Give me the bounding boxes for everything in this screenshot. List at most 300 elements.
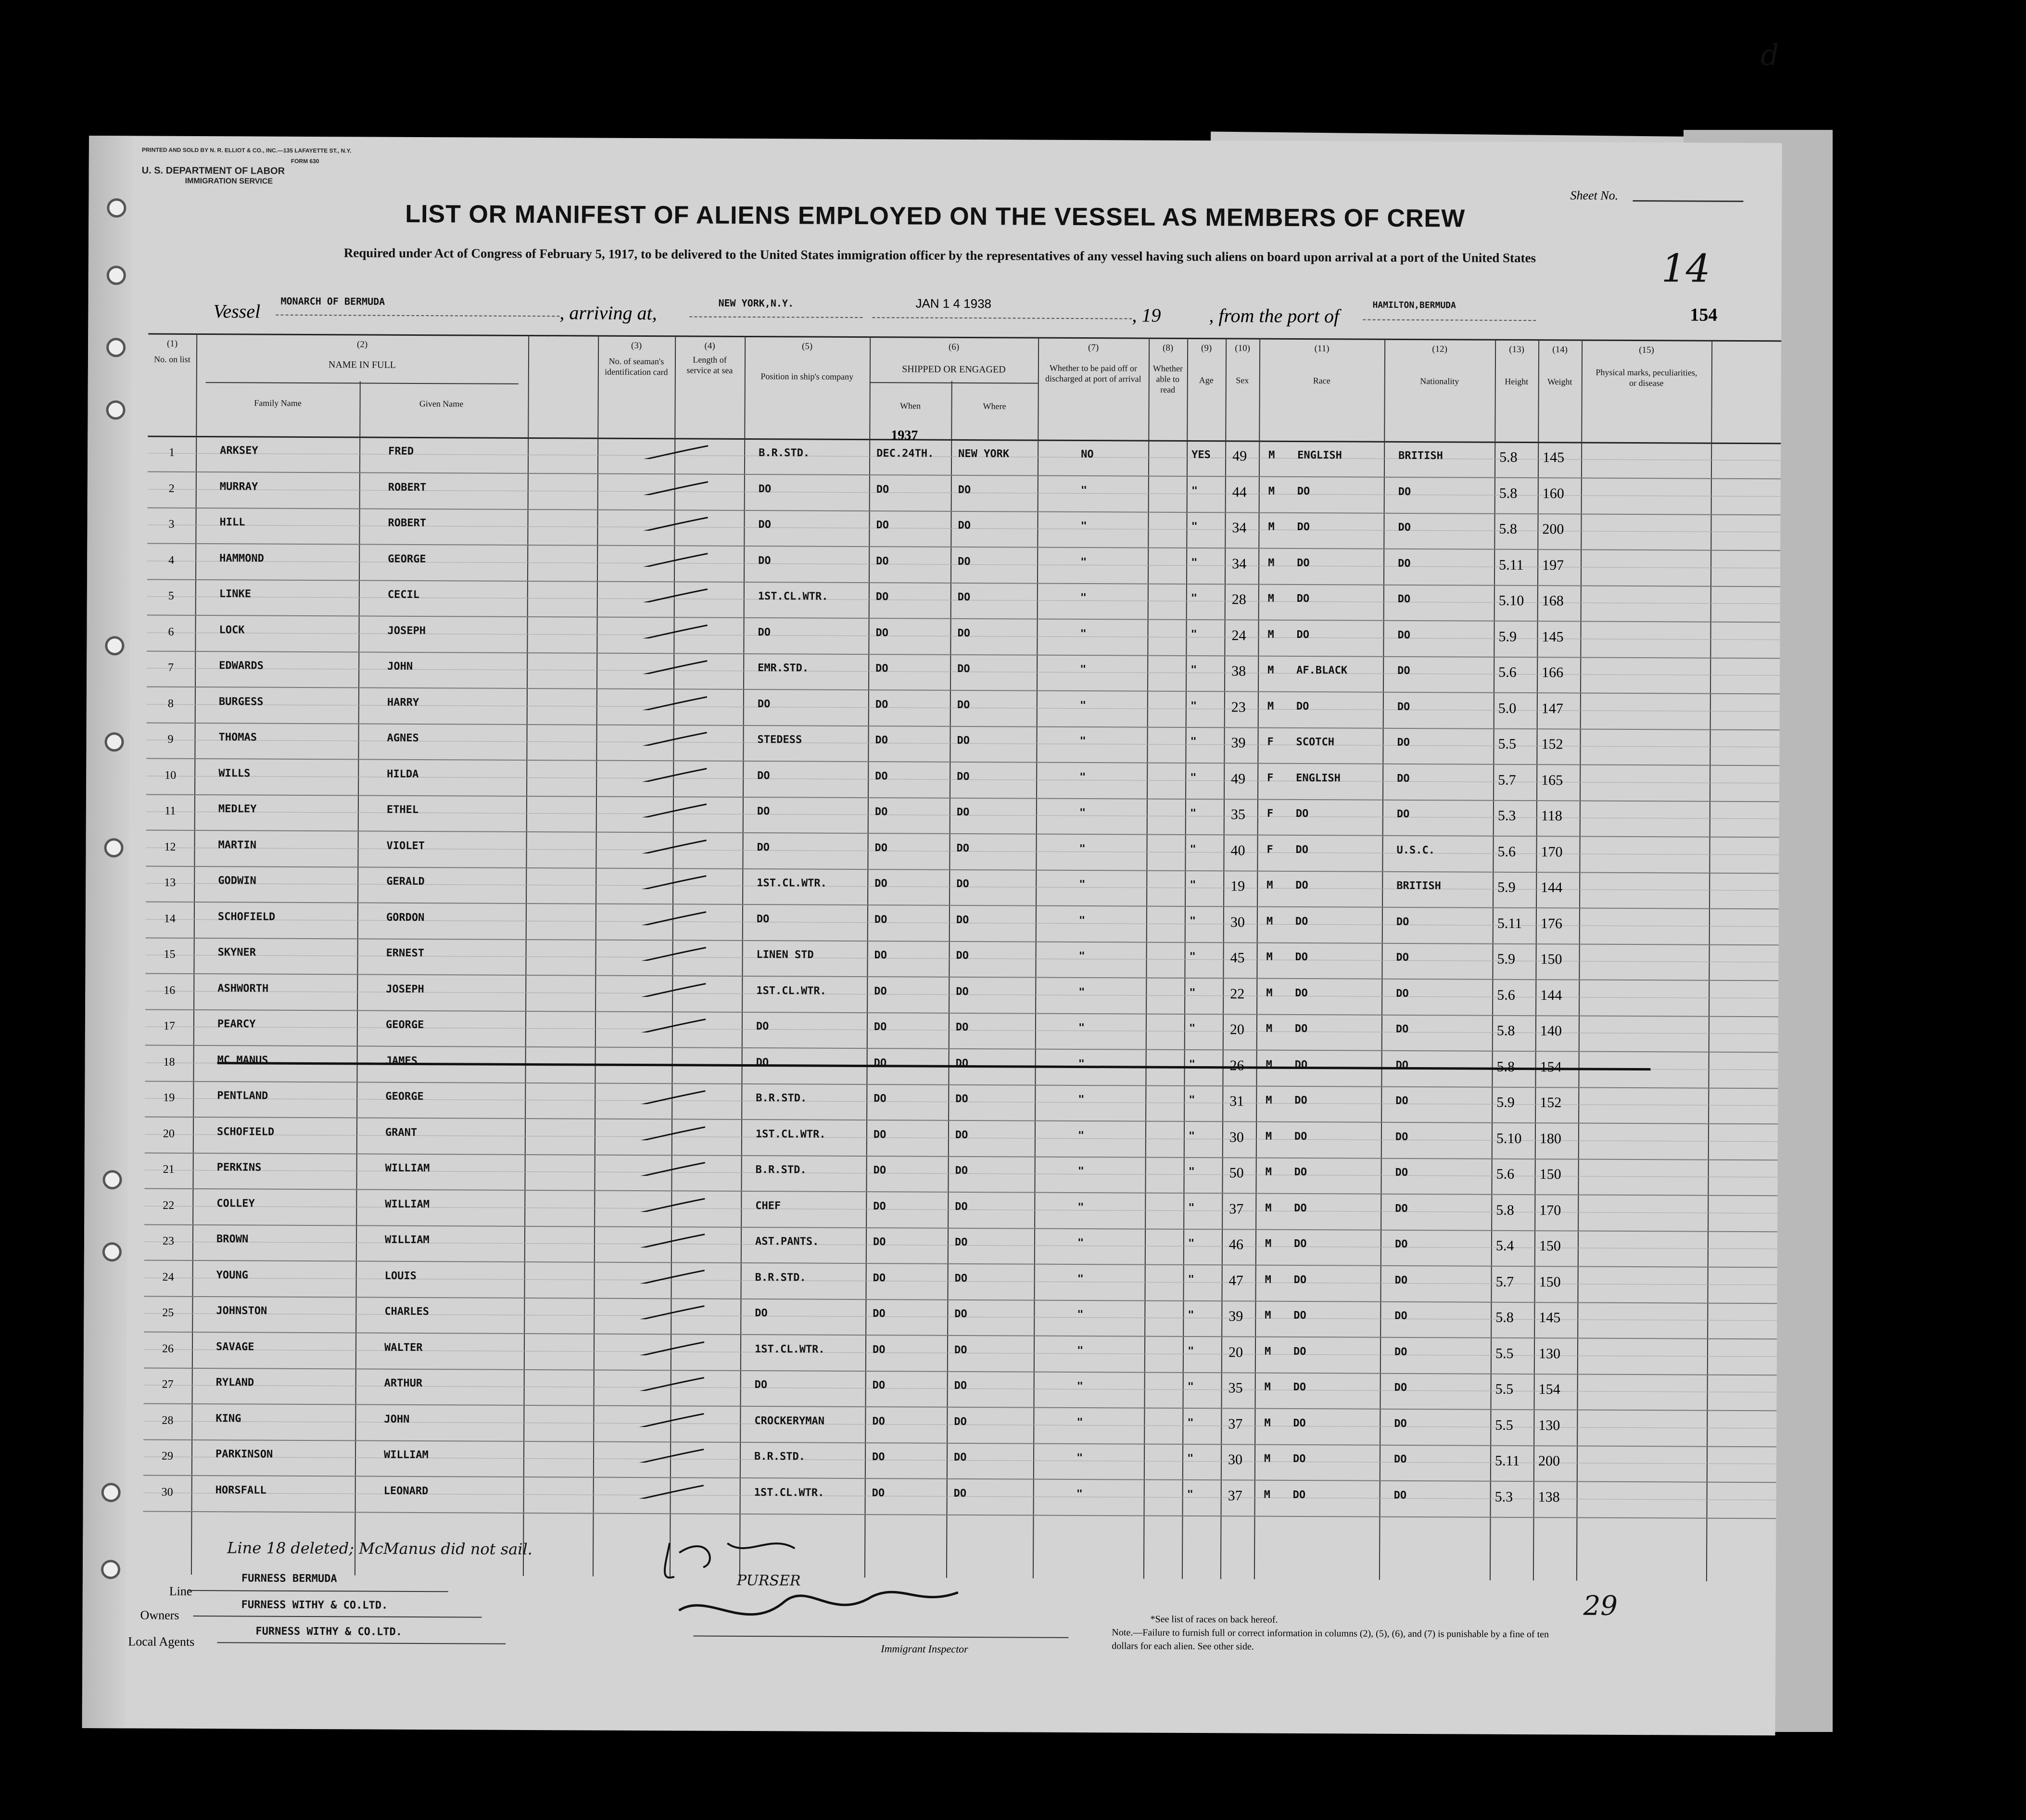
cell-height: 5.5 [1495,1417,1513,1433]
col-num: (11) [1314,344,1330,354]
cell-when: DO [875,591,889,603]
cell-sex: M [1265,1166,1272,1178]
cell-paid: " [1079,735,1086,748]
cell-family: LOCK [219,624,245,636]
cell-weight: 170 [1539,1202,1561,1218]
cell-given: CHARLES [384,1305,430,1318]
cell-no: 25 [162,1306,174,1319]
cell-age: 46 [1228,1236,1244,1253]
cell-family: SCHOFIELD [217,910,276,923]
cell-height: 5.5 [1498,736,1517,752]
form-number: FORM 630 [291,157,319,165]
cell-where: DO [955,1129,968,1141]
list-number: 154 [1690,305,1718,325]
cell-where: DO [956,842,970,854]
cell-when: DO [873,1128,886,1141]
cell-given: JOSEPH [386,983,424,995]
cell-paid: " [1079,806,1086,819]
cell-height: 5.8 [1496,1058,1515,1075]
department: U. S. DEPARTMENT OF LABOR [141,165,285,177]
cell-weight: 144 [1541,879,1563,896]
cell-position: B.R.STD. [754,1451,806,1463]
cell-family: YOUNG [216,1269,248,1281]
cell-paid: " [1076,1416,1083,1428]
cell-read: " [1190,592,1198,605]
cell-weight: 170 [1541,843,1563,860]
cell-read: " [1190,878,1196,891]
cell-where: NEW YORK [958,447,1010,460]
cell-weight: 166 [1542,664,1564,681]
cell-race: DO [1294,1022,1308,1035]
vessel-name: MONARCH OF BERMUDA [280,295,385,307]
check-mark-icon [632,1484,709,1499]
cell-given: CECIL [387,588,420,601]
cell-paid: " [1077,1308,1084,1321]
cell-age: 24 [1231,627,1246,644]
cell-nat: DO [1396,987,1409,1000]
cell-race: ENGLISH [1296,772,1341,784]
cell-given: LEONARD [383,1485,429,1497]
cell-age: 31 [1229,1093,1244,1109]
col-num: (5) [801,341,813,352]
cell-when: DO [873,1164,886,1177]
cell-weight: 200 [1538,1453,1560,1469]
check-mark-icon [633,1161,710,1176]
cell-no: 19 [163,1091,175,1104]
cell-sex: M [1265,1130,1272,1143]
cell-position: 1ST.CL.WTR. [758,590,828,603]
cell-sex: F [1266,843,1273,856]
col-label: Race [1313,376,1330,386]
cell-position: LINEN STD [756,949,814,961]
cell-nat: DO [1397,772,1410,785]
cell-position: 1ST.CL.WTR. [755,1128,826,1141]
shipped-divider [870,382,1038,384]
cell-nat: DO [1395,1095,1408,1107]
cell-no: 16 [164,984,176,997]
cell-given: ETHEL [386,803,419,816]
cell-paid: " [1077,1236,1084,1249]
cell-height: 5.8 [1495,1309,1514,1325]
cell-where: DO [957,591,971,604]
cell-age: 30 [1228,1451,1243,1468]
vessel-label: Vessel [213,300,261,322]
cell-weight: 144 [1540,987,1562,1003]
cell-when: DO [872,1415,885,1427]
cell-read: " [1191,556,1198,569]
cell-race: DO [1297,521,1310,534]
cell-given: HILDA [387,768,419,780]
cell-when: DO [874,841,888,854]
cell-position: AST.PANTS. [755,1235,819,1248]
cell-race: AF.BLACK [1296,664,1348,677]
cell-no: 13 [164,876,176,889]
cell-no: 29 [161,1450,174,1463]
cell-height: 5.3 [1494,1489,1513,1505]
vessel-line [276,315,559,317]
cell-paid: " [1080,663,1087,676]
page-mark: 29 [1583,1590,1618,1622]
binding-hole [106,400,125,420]
cell-position: 1ST.CL.WTR. [756,984,827,997]
cell-no: 4 [168,554,175,567]
owners-value: FURNESS WITHY & CO.LTD. [241,1599,388,1612]
cell-age: 44 [1232,484,1247,500]
cell-race: DO [1296,592,1310,605]
cell-paid: " [1077,1165,1084,1178]
cell-position: 1ST.CL.WTR. [754,1486,824,1499]
cell-height: 5.7 [1495,1273,1514,1290]
binding-hole [101,1483,121,1502]
cell-height: 5.3 [1497,807,1516,824]
cell-when: DO [876,519,889,532]
cell-family: BROWN [216,1233,249,1246]
cell-no: 27 [162,1378,174,1391]
cell-when: DO [872,1343,886,1356]
cell-family: PARKINSON [215,1448,273,1461]
check-mark-icon [634,910,711,925]
cell-no: 30 [161,1486,173,1499]
family-name-label: Family Name [254,398,302,408]
cell-paid: " [1076,1344,1084,1357]
cell-given: WILLIAM [383,1449,429,1462]
cell-when: DO [872,1487,885,1499]
cell-height: 5.8 [1496,1022,1515,1039]
cell-when: DO [874,1021,887,1033]
cell-sex: M [1268,449,1275,461]
deleted-note: Line 18 deleted; McManus did not sail. [227,1539,532,1559]
col-num: (3) [631,340,642,351]
cell-given: HARRY [387,696,419,709]
cell-age: 28 [1231,591,1246,608]
cell-age: 49 [1232,448,1247,464]
cell-when: DO [876,483,889,496]
cell-weight: 152 [1540,1095,1562,1111]
year-label: , 19 [1132,304,1161,326]
cell-height: 5.8 [1499,449,1518,465]
cell-when: DO [873,1272,886,1284]
cell-race: DO [1293,1345,1306,1358]
cell-no: 15 [164,948,176,961]
cell-age: 49 [1231,770,1246,787]
cell-position: DO [756,913,770,925]
cell-given: ROBERT [388,481,427,494]
cell-position: DO [757,841,770,853]
cell-weight: 145 [1542,628,1564,645]
cell-where: DO [957,770,970,783]
cell-nat: DO [1394,1310,1407,1322]
cell-no: 24 [162,1271,174,1284]
col-num: (9) [1201,343,1212,354]
cell-paid: " [1079,771,1086,783]
cell-height: 5.10 [1498,592,1524,609]
cell-given: WILLIAM [385,1198,430,1210]
cell-sex: M [1266,987,1273,999]
cell-read: " [1190,771,1197,784]
cell-family: LINKE [219,588,252,600]
cell-family: HORSFALL [215,1484,266,1497]
cell-height: 5.9 [1497,879,1516,895]
cell-read: " [1187,1345,1194,1357]
cell-nat: BRITISH [1396,879,1441,892]
cell-weight: 130 [1538,1417,1560,1433]
cell-sex: M [1268,521,1275,533]
cell-age: 50 [1229,1165,1244,1181]
cell-when: DO [873,1308,886,1320]
cell-paid: " [1080,520,1087,533]
cell-height: 5.6 [1498,664,1517,680]
binding-hole [104,732,124,751]
cell-nat: DO [1393,1453,1407,1465]
cell-race: DO [1293,1381,1306,1394]
cell-nat: DO [1398,521,1411,534]
cell-where: DO [955,1093,968,1105]
cell-weight: 150 [1539,1273,1561,1290]
cell-age: 37 [1228,1415,1243,1432]
cell-paid: " [1078,1093,1085,1106]
cell-paid: " [1079,699,1087,712]
check-mark-icon [634,875,711,890]
cell-read: " [1190,700,1197,712]
check-mark-icon [632,1376,709,1391]
check-mark-icon [633,1090,710,1105]
cell-when: DO [872,1451,885,1464]
col-label: Weight [1547,377,1572,387]
cell-height: 5.11 [1494,1452,1520,1469]
cell-race: DO [1292,1452,1306,1465]
cell-nat: DO [1395,1131,1408,1143]
cell-read: " [1190,736,1197,748]
cell-given: ARTHUR [384,1377,423,1390]
binding-hole [101,1560,120,1579]
check-mark-icon [633,1233,709,1248]
cell-given: LOUIS [384,1270,417,1282]
cell-when: DO [876,555,889,567]
cell-given: GEORGE [388,553,426,565]
cell-sex: M [1267,628,1274,641]
binding-hole [107,266,126,285]
cell-given: WILLIAM [385,1162,430,1175]
cell-position: 1ST.CL.WTR. [757,877,827,890]
col-num: (2) [356,339,368,350]
cell-given: WILLIAM [384,1234,430,1247]
check-mark-icon [635,588,712,603]
check-mark-icon [632,1340,709,1355]
cell-no: 9 [167,733,174,746]
cell-read: " [1187,1380,1194,1393]
footer-note: Note.—Failure to furnish full or correct information in columns (2), (5), (6), and (7) is punishable by a fine of ten dollars for each alien. See other side. [1112,1627,1549,1652]
col-label: Sex [1236,375,1249,385]
cell-where: DO [954,1272,968,1285]
cell-no: 11 [165,804,176,817]
cell-height: 5.10 [1496,1130,1522,1146]
cell-nat: DO [1395,1202,1408,1215]
check-mark-icon [635,695,712,710]
cell-paid: " [1078,1057,1085,1070]
cell-sex: M [1266,1094,1272,1107]
check-mark-icon [634,946,711,961]
cell-height: 5.4 [1495,1237,1514,1254]
cell-weight: 160 [1542,485,1564,501]
date-line [872,317,1132,319]
cell-no: 21 [163,1163,175,1176]
col-num: (7) [1088,343,1099,353]
cell-race: DO [1297,557,1310,569]
cell-family: MC MANUS [217,1054,268,1067]
cell-where: DO [958,484,971,496]
cell-given: GEORGE [385,1090,424,1103]
cell-where: DO [955,1200,968,1213]
cell-read: " [1191,521,1198,533]
cell-no: 7 [168,661,174,674]
cell-position: B.R.STD. [759,447,810,459]
cell-weight: 145 [1539,1310,1561,1326]
cell-sex: M [1265,1309,1271,1322]
cell-read: " [1188,1201,1195,1214]
check-mark-icon [634,731,711,746]
cell-sex: M [1265,1273,1271,1286]
cell-read: " [1187,1488,1194,1501]
sheet-number-label: Sheet No. [1570,188,1619,203]
cell-height: 5.8 [1499,485,1518,501]
cell-family: RYLAND [215,1376,254,1389]
cell-height: 5.7 [1498,772,1516,788]
owners-label: Owners [140,1608,179,1622]
cell-height: 5.8 [1499,521,1518,537]
line-rule [189,1590,448,1592]
cell-paid: " [1076,1451,1083,1464]
cell-position: STEDESS [757,734,802,746]
check-mark-icon [632,1448,709,1463]
cell-when: DO [874,1056,887,1069]
cell-sex: M [1265,1202,1272,1214]
cell-when: DO [874,1093,886,1105]
cell-paid: " [1077,1201,1084,1213]
col-num: (6) [948,342,960,352]
cell-position: DO [758,626,771,638]
binding-hole [102,1242,122,1261]
cell-family: EDWARDS [219,660,264,672]
cell-age: 22 [1230,985,1245,1002]
cell-weight: 145 [1543,449,1565,466]
manifest-page [82,136,1782,1735]
cell-given: AGNES [387,732,419,745]
cell-sex: M [1267,700,1274,713]
check-mark-icon [636,445,713,459]
cell-race: DO [1294,1130,1307,1143]
cell-no: 3 [168,518,175,531]
cell-position: DO [757,698,771,710]
cell-where: DO [956,949,969,962]
cell-nat: DO [1394,1274,1408,1286]
cell-where: DO [955,1164,968,1177]
cell-nat: DO [1396,916,1409,928]
cell-race: DO [1293,1273,1307,1286]
races-note: *See list of races on back hereof. [1150,1614,1278,1625]
cell-no: 6 [168,625,174,638]
col-label: Physical marks, peculiarities, or disease [1595,367,1697,388]
cell-weight: 147 [1541,700,1563,716]
cell-no: 17 [163,1019,175,1032]
cell-race: DO [1294,1094,1307,1107]
check-mark-icon [633,1269,709,1284]
cell-weight: 130 [1538,1345,1561,1362]
cell-age: 37 [1229,1200,1244,1217]
cell-weight: 176 [1540,915,1562,931]
cell-no: 12 [164,840,176,853]
cell-when: DO [875,698,888,711]
cell-read: " [1188,1309,1194,1322]
agents-rule [217,1642,506,1644]
cell-nat: DO [1397,664,1410,677]
cell-sex: M [1266,1058,1272,1071]
given-name-label: Given Name [419,399,464,409]
cell-no: 20 [163,1127,175,1140]
from-label: , from the port of [1209,305,1340,327]
sheet-number-line [1633,200,1743,202]
line-label: Line [169,1584,192,1598]
cell-given: GERALD [386,875,425,888]
agents-label: Local Agents [128,1634,195,1649]
corner-mark: d [1760,38,1779,72]
cell-height: 5.11 [1499,557,1524,573]
check-mark-icon [635,516,712,531]
cell-where: DO [958,555,971,568]
cell-weight: 118 [1541,808,1562,824]
cell-position: B.R.STD. [755,1164,807,1176]
purser-label: PURSER [736,1572,801,1590]
cell-weight: 138 [1538,1489,1560,1505]
col-label: Whether able to read [1152,363,1183,395]
cell-read: " [1190,843,1196,855]
cell-where: DO [957,627,971,639]
cell-no: 26 [162,1342,174,1355]
name-divider [206,382,519,384]
check-mark-icon [636,480,713,495]
cell-nat: DO [1393,1489,1407,1502]
table-row [143,1475,1782,1519]
cell-position: DO [754,1379,768,1391]
check-mark-icon [635,660,712,675]
cell-sex: M [1266,915,1273,928]
cell-race: DO [1294,1202,1307,1214]
check-mark-icon [635,624,712,638]
cell-race: DO [1295,879,1308,892]
cell-race: DO [1293,1237,1307,1250]
cell-given: GORDON [386,911,425,924]
cell-position: CROCKERYMAN [754,1414,825,1427]
agents-value: FURNESS WITHY & CO.LTD. [255,1625,403,1638]
cell-family: SKYNER [217,946,256,959]
cell-family: KING [215,1412,241,1425]
cell-paid: " [1078,950,1085,963]
check-mark-icon [633,1197,709,1212]
cell-read: " [1189,915,1196,927]
cell-paid: " [1077,1129,1085,1142]
cell-paid: " [1079,878,1086,891]
cell-no: 22 [163,1199,175,1212]
cell-when: DO [874,985,887,997]
cell-age: 19 [1230,878,1245,894]
cell-where: DO [958,519,971,532]
cell-sex: M [1267,664,1274,676]
cell-age: 34 [1232,520,1247,536]
col-num: (10) [1235,343,1250,354]
col-label: SHIPPED OR ENGAGED [902,364,1006,375]
cell-when: DO [873,1236,886,1248]
cell-nat: DO [1394,1381,1407,1394]
cell-height: 5.9 [1497,951,1516,967]
